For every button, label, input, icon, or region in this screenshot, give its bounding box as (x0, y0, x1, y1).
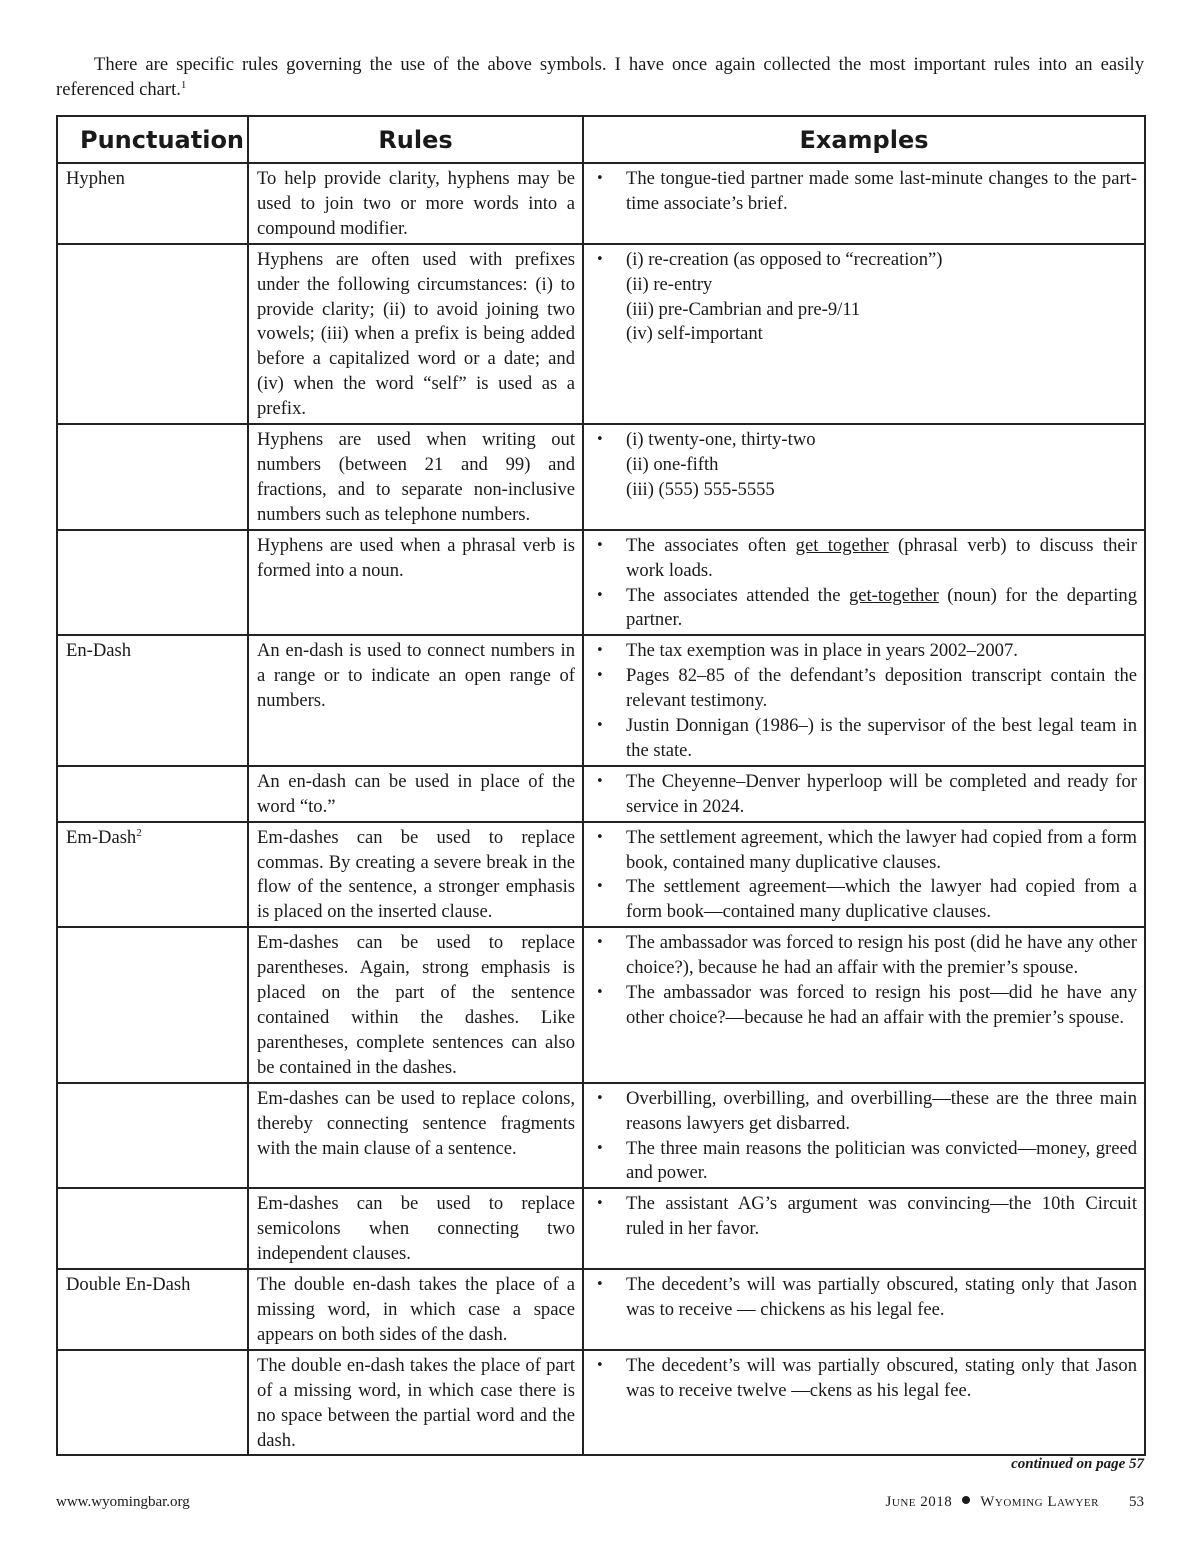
bullet-icon: • (596, 1140, 604, 1156)
bullet-dot-icon (962, 1496, 970, 1504)
punctuation-label: Em-Dash (66, 826, 137, 848)
example-text: Justin Donnigan (1986–) is the supervisor of the best legal team in the state. (626, 715, 1137, 761)
table-row (57, 1269, 1145, 1350)
example-text: Overbilling, overbilling, and overbilling—these are the three main reasons lawyers get disbarred. (626, 1087, 1137, 1134)
header-punctuation: Punctuation (57, 116, 248, 163)
examples-cell (583, 244, 1145, 424)
table-row (57, 1188, 1145, 1269)
example-line: (iv) self-important (626, 323, 763, 345)
rule-cell: Hyphens are used when a phrasal verb is formed into a noun. (248, 530, 583, 636)
table-row (57, 424, 1145, 530)
examples-cell (583, 927, 1145, 1082)
example-item (592, 167, 1137, 217)
examples-cell (583, 163, 1145, 244)
example-line: (i) re-creation (as opposed to “recreation”) (626, 248, 943, 270)
header-examples: Examples (583, 116, 1145, 163)
examples-cell (583, 635, 1145, 766)
rule-cell: The double en-dash takes the place of a missing word, in which case a space appears on both sides of the dash. (248, 1269, 583, 1350)
punctuation-cell (57, 927, 248, 1082)
table-row (57, 163, 1145, 244)
bullet-icon: • (596, 935, 604, 951)
rule-cell: An en-dash is used to connect numbers in a range or to indicate an open range of numbers. (248, 635, 583, 766)
examples-cell (583, 766, 1145, 822)
example-line: (ii) re-entry (626, 273, 713, 295)
table-header-row (57, 116, 1145, 163)
example-item (592, 714, 1137, 764)
example-line: (iii) pre-Cambrian and pre-9/11 (626, 298, 861, 320)
footer-right (886, 1494, 1144, 1511)
example-text: The tax exemption was in place in years 2002–2007. (626, 640, 1018, 662)
rule-cell: Em-dashes can be used to replace parentheses. Again, strong emphasis is placed on the part of the sentence contained within the dashes. Like parentheses, complete sentences can also be contained in the dashes. (248, 927, 583, 1082)
table-row (57, 822, 1145, 928)
rule-cell: Hyphens are used when writing out numbers (between 21 and 99) and fractions, and to separate non-inclusive numbers such as telephone numbers. (248, 424, 583, 530)
example-text: The assistant AG’s argument was convincing—the 10th Circuit ruled in her favor. (626, 1193, 1137, 1240)
underlined-phrase: get together (795, 534, 889, 556)
example-text: The decedent’s will was partially obscured, stating only that Jason was to receive twelve —ckens as his legal fee. (626, 1354, 1137, 1401)
table-row (57, 635, 1145, 766)
rule-cell: Hyphens are often used with prefixes under the following circumstances: (i) to provide clarity; (ii) to avoid joining two vowels; (iii) when a prefix is being added before a capitalized word or a date; and (iv) when the word “self” is used as a prefix. (248, 244, 583, 424)
bullet-icon: • (596, 643, 604, 659)
bullet-icon: • (596, 1090, 604, 1106)
rule-cell: The double en-dash takes the place of part of a missing word, in which case there is no space between the partial word and the dash. (248, 1350, 583, 1456)
examples-cell (583, 530, 1145, 636)
bullet-icon: • (596, 587, 604, 603)
example-item (592, 1137, 1137, 1187)
example-line: (iii) (555) 555-5555 (626, 478, 775, 500)
bullet-icon: • (596, 432, 604, 448)
page-footer (56, 1492, 1144, 1516)
intro-footnote-ref[interactable]: 1 (180, 79, 187, 91)
bullet-icon: • (596, 251, 604, 267)
examples-cell (583, 1083, 1145, 1189)
bullet-icon: • (596, 718, 604, 734)
example-text-start: The associates attended the (626, 584, 849, 606)
underlined-phrase: get-together (848, 584, 939, 606)
example-item (592, 1273, 1137, 1323)
example-item (592, 584, 1137, 634)
bullet-icon: • (596, 829, 604, 845)
intro-text: There are specific rules governing the use of the above symbols. I have once again collected the most important rules into an easily referenced chart. (56, 54, 1144, 100)
table-row (57, 244, 1145, 424)
example-item (592, 931, 1137, 981)
table-row (57, 927, 1145, 1082)
bullet-icon: • (596, 879, 604, 895)
table-row (57, 1350, 1145, 1456)
rule-cell: Em-dashes can be used to replace semicolons when connecting two independent clauses. (248, 1188, 583, 1269)
example-text: The ambassador was forced to resign his post—did he have any other choice?—because he had an affair with the premier’s spouse. (626, 982, 1137, 1028)
punctuation-cell (57, 530, 248, 636)
table-row (57, 766, 1145, 822)
example-item (592, 826, 1137, 876)
example-item (592, 639, 1137, 664)
continued-note[interactable]: continued on page 57 (1011, 1456, 1144, 1472)
bullet-icon: • (596, 171, 604, 186)
bullet-icon: • (596, 985, 604, 1001)
header-rules: Rules (248, 116, 583, 163)
example-item (592, 428, 1137, 503)
examples-cell (583, 822, 1145, 928)
example-line: (ii) one-fifth (626, 453, 719, 475)
punctuation-cell (57, 822, 248, 928)
example-text: The decedent’s will was partially obscured, stating only that Jason was to receive — chickens as his legal fee. (626, 1274, 1137, 1320)
punctuation-cell (57, 424, 248, 530)
bullet-icon: • (596, 1196, 604, 1212)
footnote-ref[interactable]: 2 (136, 826, 142, 839)
bullet-icon: • (596, 668, 604, 684)
rule-cell: Em-dashes can be used to replace colons, thereby connecting sentence fragments with the main clause of a sentence. (248, 1083, 583, 1189)
example-item (592, 248, 1137, 348)
bullet-icon: • (596, 537, 604, 553)
examples-cell (583, 424, 1145, 530)
example-text: The settlement agreement, which the lawyer had copied from a form book, contained many duplicative clauses. (626, 826, 1137, 873)
punctuation-cell (57, 766, 248, 822)
example-text: The three main reasons the politician was convicted—money, greed and power. (626, 1137, 1137, 1184)
example-text: The ambassador was forced to resign his post (did he have any other choice?), because he had an affair with the premier’s spouse. (626, 932, 1137, 979)
bullet-icon: • (596, 1277, 604, 1293)
bullet-icon: • (596, 1357, 604, 1373)
example-text-end: (noun) for the departing partner. (626, 584, 1137, 631)
punctuation-cell: Hyphen (57, 163, 248, 244)
example-text: The Cheyenne–Denver hyperloop will be completed and ready for service in 2024. (626, 770, 1137, 817)
bullet-icon: • (596, 773, 604, 789)
punctuation-cell (57, 244, 248, 424)
punctuation-cell: Double En-Dash (57, 1269, 248, 1350)
table-row (57, 530, 1145, 636)
example-text: The settlement agreement—which the lawyer had copied from a form book—contained many duplicative clauses. (626, 876, 1137, 923)
example-item (592, 1354, 1137, 1404)
footer-magazine: Wyoming Lawyer (980, 1494, 1099, 1510)
punctuation-cell (57, 1083, 248, 1189)
punctuation-cell: En-Dash (57, 635, 248, 766)
page-number: 53 (1129, 1494, 1144, 1510)
example-text: Pages 82–85 of the defendant’s deposition transcript contain the relevant testimony. (626, 665, 1137, 712)
table-row (57, 1083, 1145, 1189)
footer-website[interactable]: www.wyomingbar.org (56, 1494, 190, 1510)
rule-cell: Em-dashes can be used to replace commas. By creating a severe break in the flow of the sentence, a stronger emphasis is placed on the inserted clause. (248, 822, 583, 928)
example-item (592, 875, 1137, 925)
example-text-end: (phrasal verb) to discuss their work loads. (626, 534, 1137, 581)
footer-date: June 2018 (885, 1494, 953, 1510)
punctuation-cell (57, 1350, 248, 1456)
rule-cell: An en-dash can be used in place of the word “to.” (248, 766, 583, 822)
punctuation-rules-table (56, 115, 1146, 1456)
example-text: The tongue-tied partner made some last-minute changes to the part-time associate’s brief. (626, 168, 1137, 214)
rule-cell: To help provide clarity, hyphens may be used to join two or more words into a compound modifier. (248, 163, 583, 244)
punctuation-cell (57, 1188, 248, 1269)
intro-paragraph (56, 52, 1144, 102)
examples-cell (583, 1269, 1145, 1350)
example-item (592, 1087, 1137, 1137)
example-line: (i) twenty-one, thirty-two (626, 429, 816, 451)
example-item (592, 770, 1137, 820)
example-item (592, 1192, 1137, 1242)
example-item (592, 534, 1137, 584)
examples-cell (583, 1350, 1145, 1456)
example-item (592, 981, 1137, 1031)
examples-cell (583, 1188, 1145, 1269)
example-text-start: The associates often (626, 534, 796, 556)
example-item (592, 664, 1137, 714)
